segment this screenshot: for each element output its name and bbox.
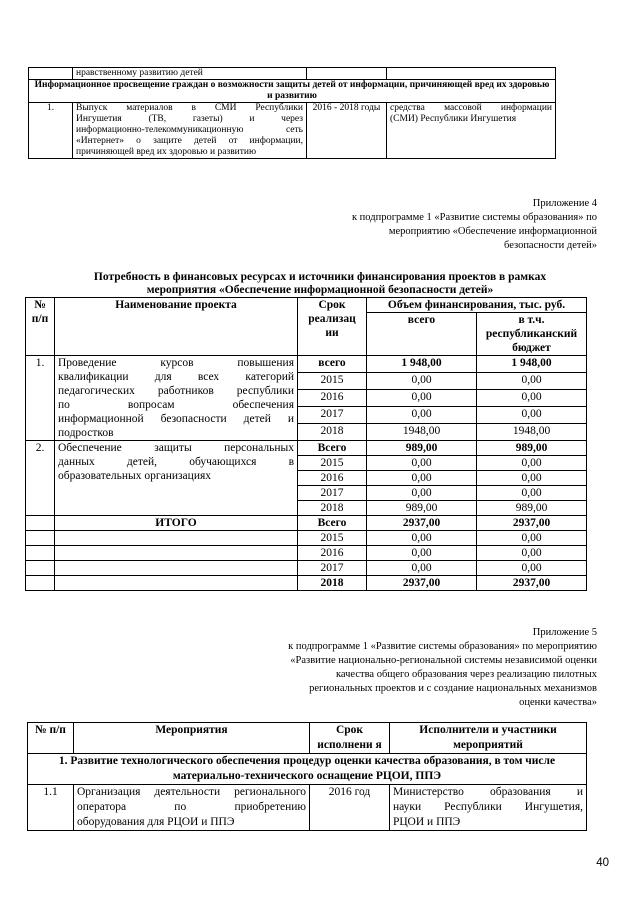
total-cell: 0,00 (367, 471, 477, 486)
text-line: образовательных организациях (58, 470, 212, 482)
appendix-line: к подпрограмме 1 «Развитие системы образования» по мероприятию (288, 641, 597, 652)
header-period: Срок реализац ии (298, 298, 367, 356)
total-cell: 0,00 (367, 407, 477, 424)
period-cell: Всего (298, 516, 367, 531)
republic-cell: 0,00 (477, 486, 587, 501)
period-cell: 2016 (298, 390, 367, 407)
appendix-line: безопасности детей» (503, 240, 597, 251)
republic-cell: 0,00 (477, 546, 587, 561)
period-cell: 2018 (298, 424, 367, 441)
table-row (26, 441, 587, 456)
period-cell: всего (298, 356, 367, 373)
republic-cell: 989,00 (477, 501, 587, 516)
total-cell: 0,00 (367, 546, 477, 561)
itogo-row (26, 576, 587, 591)
period-cell: 2017 (298, 407, 367, 424)
header-executors: Исполнители и участники мероприятий (390, 723, 587, 754)
itogo-label (55, 546, 298, 561)
text-line: по вопросам обеспечения (58, 399, 294, 411)
itogo-row (26, 546, 587, 561)
text-line: причиняющей вред их здоровью и развитию (76, 147, 257, 157)
period-cell: 2015 (298, 456, 367, 471)
text-line: подростков (58, 427, 114, 439)
appendix-line: мероприятию «Обеспечение информационной (388, 226, 597, 237)
appendix-title: Приложение 5 (532, 627, 597, 638)
text-line: науки Республики Ингушетия, (393, 801, 583, 813)
itogo-row (26, 561, 587, 576)
text-line: данных детей, обучающихся в (58, 456, 294, 468)
table-row (29, 68, 556, 80)
republic-cell: 0,00 (477, 471, 587, 486)
section-header-row (28, 754, 587, 785)
republic-cell: 0,00 (477, 390, 587, 407)
total-cell: 989,00 (367, 441, 477, 456)
total-cell: 989,00 (367, 501, 477, 516)
text-line: РЦОИ и ППЭ (393, 816, 461, 828)
event-name (74, 785, 310, 831)
total-cell: 0,00 (367, 486, 477, 501)
events-table-fragment (28, 67, 556, 159)
period-cell: 2016 (298, 471, 367, 486)
project-name (55, 441, 298, 516)
row-number: 2. (26, 441, 55, 516)
republic-cell: 0,00 (477, 407, 587, 424)
appendix-4-header (352, 197, 597, 253)
total-cell: 0,00 (367, 531, 477, 546)
row-number (26, 531, 55, 546)
total-cell: 2937,00 (367, 576, 477, 591)
header-row (26, 298, 587, 313)
row-number (26, 561, 55, 576)
text-line: Министерство образования и (393, 786, 583, 798)
appendix-line: к подпрограмме 1 «Развитие системы образования» по (351, 212, 597, 223)
event-period: 2016 год (310, 785, 390, 831)
header-volume: Объем финансирования, тыс. руб. (367, 298, 587, 313)
row-number (26, 516, 55, 531)
financing-table (25, 297, 587, 591)
title-line: мероприятия «Обеспечение информационной безопасности детей» (146, 284, 494, 296)
total-cell: 0,00 (367, 390, 477, 407)
republic-cell: 989,00 (477, 441, 587, 456)
section-header-row (29, 80, 556, 103)
event-period: 2016 - 2018 годы (307, 103, 387, 159)
header-period: Срок исполнени я (310, 723, 390, 754)
period-cell: 2015 (298, 531, 367, 546)
header-num: № п/п (28, 723, 74, 754)
total-cell: 0,00 (367, 456, 477, 471)
text-line: «Интернет» о защите детей от информации, (76, 136, 303, 146)
text-line: оборудования для РЦОИ и ППЭ (77, 816, 235, 828)
republic-cell: 0,00 (477, 373, 587, 390)
text-line: оператора по приобретению (77, 801, 306, 813)
republic-cell: 2937,00 (477, 516, 587, 531)
table-cell (29, 68, 73, 80)
row-number: 1. (29, 103, 73, 159)
period-cell: 2018 (298, 576, 367, 591)
period-cell: 2016 (298, 546, 367, 561)
text-line: средства массовой информации (390, 103, 552, 113)
table-cell (387, 68, 556, 80)
text-line: Выпуск материалов в СМИ Республики (76, 103, 303, 113)
table-row (26, 356, 587, 373)
text-line: Проведение курсов повышения (58, 357, 294, 369)
appendix-line: качества общего образования через реализацию пилотных (335, 669, 597, 680)
republic-cell: 1948,00 (477, 424, 587, 441)
total-cell: 1 948,00 (367, 356, 477, 373)
text-line: педагогических работников республики (58, 385, 294, 397)
period-cell: 2015 (298, 373, 367, 390)
row-number: 1. (26, 356, 55, 441)
republic-cell: 1 948,00 (477, 356, 587, 373)
text-line: (СМИ) Республики Ингушетия (390, 114, 517, 124)
financing-body (26, 356, 587, 591)
financing-table-title (24, 271, 616, 297)
itogo-label (55, 561, 298, 576)
project-name (55, 356, 298, 441)
appendix-5-header (288, 626, 597, 710)
period-cell: 2017 (298, 561, 367, 576)
itogo-row (26, 531, 587, 546)
appendix-line: оценки качества» (519, 697, 597, 708)
text-line: Обеспечение защиты персональных (58, 442, 294, 454)
appendix-line: «Развитие национально-региональной системы независимой оценки (290, 655, 597, 666)
period-cell: 2018 (298, 501, 367, 516)
itogo-label (55, 576, 298, 591)
header-total: всего (367, 313, 477, 356)
itogo-row (26, 516, 587, 531)
text-line: информационной безопасности детей и (58, 413, 294, 425)
table-cell: нравственному развитию детей (73, 68, 307, 80)
text-line: Ингушетия (ТВ, газеты) и через (76, 114, 303, 124)
total-cell: 0,00 (367, 561, 477, 576)
republic-cell: 0,00 (477, 531, 587, 546)
total-cell: 0,00 (367, 373, 477, 390)
row-number (26, 546, 55, 561)
table-row (29, 103, 556, 159)
event-name (73, 103, 307, 159)
header-row (28, 723, 587, 754)
itogo-label: ИТОГО (55, 516, 298, 531)
page-number: 40 (596, 857, 609, 869)
total-cell: 1948,00 (367, 424, 477, 441)
table-row (28, 785, 587, 831)
appendix-line: региональных проектов и с создание национальных механизмов (309, 683, 597, 694)
header-event: Мероприятия (74, 723, 310, 754)
itogo-label (55, 531, 298, 546)
title-line: Потребность в финансовых ресурсах и источники финансирования проектов в рамках (93, 271, 547, 283)
assessment-events-table (27, 722, 587, 831)
text-line: квалификации для всех категорий (58, 371, 294, 383)
row-number (26, 576, 55, 591)
table-cell (307, 68, 387, 80)
text-line: Организация деятельности регионального (77, 786, 306, 798)
republic-cell: 0,00 (477, 456, 587, 471)
event-executors (387, 103, 556, 159)
republic-cell: 2937,00 (477, 576, 587, 591)
section-header: 1. Развитие технологического обеспечения процедур оценки качества образования, в том числе материально-технического оснащение РЦОИ, ППЭ (28, 754, 587, 785)
header-republic: в т.ч. республиканский бюджет (477, 313, 587, 356)
section-header: Информационное просвещение граждан о возможности защиты детей от информации, причиняющей вред их здоровью и развитию (29, 80, 556, 103)
header-num: № п/п (26, 298, 55, 356)
text-line: информационно-телекоммуникационную сеть (76, 125, 303, 135)
period-cell: 2017 (298, 486, 367, 501)
row-number: 1.1 (28, 785, 74, 831)
appendix-title: Приложение 4 (532, 198, 597, 209)
event-executors (390, 785, 587, 831)
header-name: Наименование проекта (55, 298, 298, 356)
period-cell: Всего (298, 441, 367, 456)
republic-cell: 0,00 (477, 561, 587, 576)
total-cell: 2937,00 (367, 516, 477, 531)
